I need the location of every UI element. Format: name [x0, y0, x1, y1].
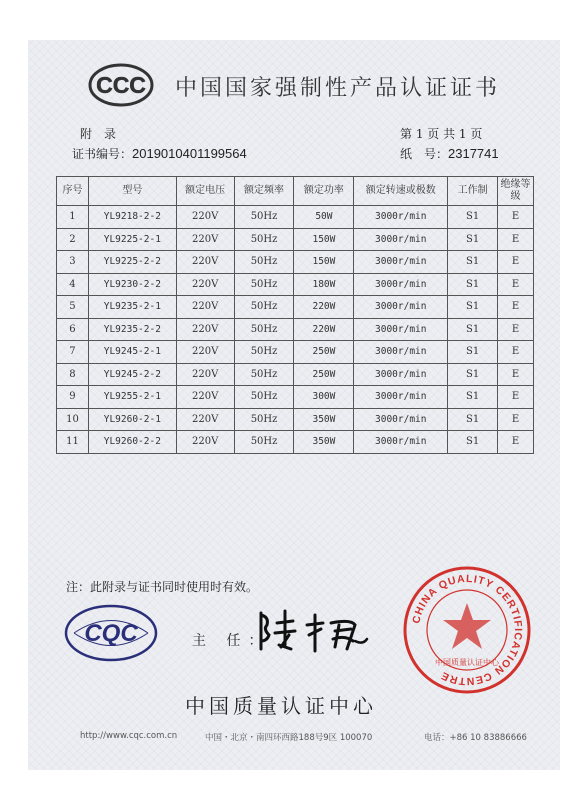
table-row	[57, 431, 534, 454]
cell-model: YL9260-2-2	[88, 431, 176, 454]
cell-voltage: 220V	[176, 273, 234, 296]
cell-index: 7	[57, 341, 89, 364]
cell-power: 300W	[294, 386, 354, 409]
certificate-number-label: 证书编号：	[72, 147, 133, 161]
cqc-logo-icon	[64, 604, 158, 662]
cell-index: 8	[57, 363, 89, 386]
footer-phone: 电话：+86 10 83886666	[424, 733, 527, 743]
cell-voltage: 220V	[176, 363, 234, 386]
cell-duty: S1	[448, 408, 498, 431]
cell-frequency: 50Hz	[234, 386, 294, 409]
cell-speed: 3000r/min	[354, 431, 448, 454]
cell-index: 5	[57, 296, 89, 319]
cell-index: 4	[57, 273, 89, 296]
cell-power: 250W	[294, 363, 354, 386]
cell-duty: S1	[448, 386, 498, 409]
cell-voltage: 220V	[176, 206, 234, 229]
cell-power: 150W	[294, 228, 354, 251]
ccc-logo-icon	[88, 63, 154, 107]
cell-speed: 3000r/min	[354, 341, 448, 364]
cell-speed: 3000r/min	[354, 273, 448, 296]
cell-frequency: 50Hz	[234, 408, 294, 431]
table-row	[57, 273, 534, 296]
svg-text:CCC: CCC	[96, 72, 146, 98]
table-row	[57, 251, 534, 274]
cell-index: 3	[57, 251, 89, 274]
cell-voltage: 220V	[176, 386, 234, 409]
cell-index: 10	[57, 408, 89, 431]
cell-insulation: E	[498, 386, 534, 409]
cell-index: 9	[57, 386, 89, 409]
table-header-row	[57, 177, 534, 206]
cell-duty: S1	[448, 273, 498, 296]
cell-duty: S1	[448, 228, 498, 251]
certificate-number	[72, 145, 247, 162]
cell-frequency: 50Hz	[234, 363, 294, 386]
cell-power: 180W	[294, 273, 354, 296]
cell-model: YL9218-2-2	[88, 206, 176, 229]
table-row	[57, 228, 534, 251]
cell-power: 220W	[294, 296, 354, 319]
cell-insulation: E	[498, 363, 534, 386]
product-table	[56, 176, 534, 454]
cell-frequency: 50Hz	[234, 228, 294, 251]
paper-number-value: 2317741	[448, 146, 499, 161]
cell-power: 250W	[294, 341, 354, 364]
cell-duty: S1	[448, 341, 498, 364]
cell-model: YL9245-2-1	[88, 341, 176, 364]
col-header-duty: 工作制	[448, 177, 498, 206]
table-row	[57, 296, 534, 319]
cell-voltage: 220V	[176, 251, 234, 274]
cell-frequency: 50Hz	[234, 341, 294, 364]
cell-insulation: E	[498, 408, 534, 431]
appendix-label: 附 录	[80, 127, 117, 141]
col-header-index: 序号	[57, 177, 89, 206]
cell-insulation: E	[498, 431, 534, 454]
cell-voltage: 220V	[176, 408, 234, 431]
col-header-speed: 额定转速或极数	[354, 177, 448, 206]
col-header-power: 额定功率	[294, 177, 354, 206]
cell-insulation: E	[498, 296, 534, 319]
page-title: 中国国家强制性产品认证证书	[175, 76, 501, 101]
cell-duty: S1	[448, 363, 498, 386]
cell-model: YL9255-2-1	[88, 386, 176, 409]
cell-speed: 3000r/min	[354, 251, 448, 274]
cell-voltage: 220V	[176, 341, 234, 364]
cell-index: 11	[57, 431, 89, 454]
director-label: 主 任：	[192, 633, 271, 649]
paper-number	[400, 145, 499, 162]
cell-frequency: 50Hz	[234, 296, 294, 319]
cell-speed: 3000r/min	[354, 296, 448, 319]
cell-insulation: E	[498, 273, 534, 296]
table-row	[57, 341, 534, 364]
page-info: 第 1 页 共 1 页	[400, 127, 483, 141]
cell-duty: S1	[448, 431, 498, 454]
appendix-note: 注：此附录与证书同时使用时有效。	[66, 580, 259, 594]
cell-insulation: E	[498, 228, 534, 251]
cell-power: 50W	[294, 206, 354, 229]
col-header-frequency: 额定频率	[234, 177, 294, 206]
cell-frequency: 50Hz	[234, 206, 294, 229]
cell-index: 6	[57, 318, 89, 341]
cell-frequency: 50Hz	[234, 431, 294, 454]
cell-voltage: 220V	[176, 296, 234, 319]
paper-number-label: 纸 号：	[400, 147, 449, 161]
footer-website: http://www.cqc.com.cn	[80, 731, 178, 741]
cell-speed: 3000r/min	[354, 206, 448, 229]
certificate-number-value: 2019010401199564	[132, 146, 247, 161]
cell-index: 1	[57, 206, 89, 229]
cell-duty: S1	[448, 318, 498, 341]
cell-duty: S1	[448, 251, 498, 274]
table-row	[57, 318, 534, 341]
cell-model: YL9235-2-1	[88, 296, 176, 319]
cell-model: YL9235-2-2	[88, 318, 176, 341]
issuer-name: 中国质量认证中心	[185, 694, 377, 718]
cell-speed: 3000r/min	[354, 228, 448, 251]
cell-voltage: 220V	[176, 318, 234, 341]
svg-text:中国质量认证中心: 中国质量认证中心	[435, 658, 499, 667]
cell-power: 350W	[294, 408, 354, 431]
director-signature	[255, 605, 370, 655]
table-row	[57, 386, 534, 409]
cell-insulation: E	[498, 251, 534, 274]
cell-speed: 3000r/min	[354, 363, 448, 386]
cell-duty: S1	[448, 296, 498, 319]
cell-power: 150W	[294, 251, 354, 274]
cell-speed: 3000r/min	[354, 408, 448, 431]
cell-index: 2	[57, 228, 89, 251]
cell-duty: S1	[448, 206, 498, 229]
svg-text:CQC: CQC	[84, 620, 138, 647]
col-header-model: 型号	[88, 177, 176, 206]
cell-speed: 3000r/min	[354, 386, 448, 409]
cell-model: YL9260-2-1	[88, 408, 176, 431]
cell-power: 220W	[294, 318, 354, 341]
cell-insulation: E	[498, 341, 534, 364]
cell-frequency: 50Hz	[234, 273, 294, 296]
cell-frequency: 50Hz	[234, 318, 294, 341]
cell-voltage: 220V	[176, 228, 234, 251]
cell-frequency: 50Hz	[234, 251, 294, 274]
cell-power: 350W	[294, 431, 354, 454]
cell-model: YL9225-2-1	[88, 228, 176, 251]
cell-voltage: 220V	[176, 431, 234, 454]
svg-text:CHINA QUALITY CERTIFICATION CE: CHINA QUALITY CERTIFICATION CENTRE	[410, 572, 525, 688]
cell-model: YL9245-2-2	[88, 363, 176, 386]
cell-insulation: E	[498, 318, 534, 341]
cell-model: YL9230-2-2	[88, 273, 176, 296]
col-header-insulation: 绝缘等级	[498, 177, 534, 206]
table-row	[57, 408, 534, 431]
cell-model: YL9225-2-2	[88, 251, 176, 274]
certification-seal-stamp	[402, 565, 532, 695]
cell-insulation: E	[498, 206, 534, 229]
col-header-voltage: 额定电压	[176, 177, 234, 206]
table-row	[57, 206, 534, 229]
table-row	[57, 363, 534, 386]
footer-address: 中国・北京・南四环西路188号9区 100070	[205, 733, 373, 743]
cell-speed: 3000r/min	[354, 318, 448, 341]
